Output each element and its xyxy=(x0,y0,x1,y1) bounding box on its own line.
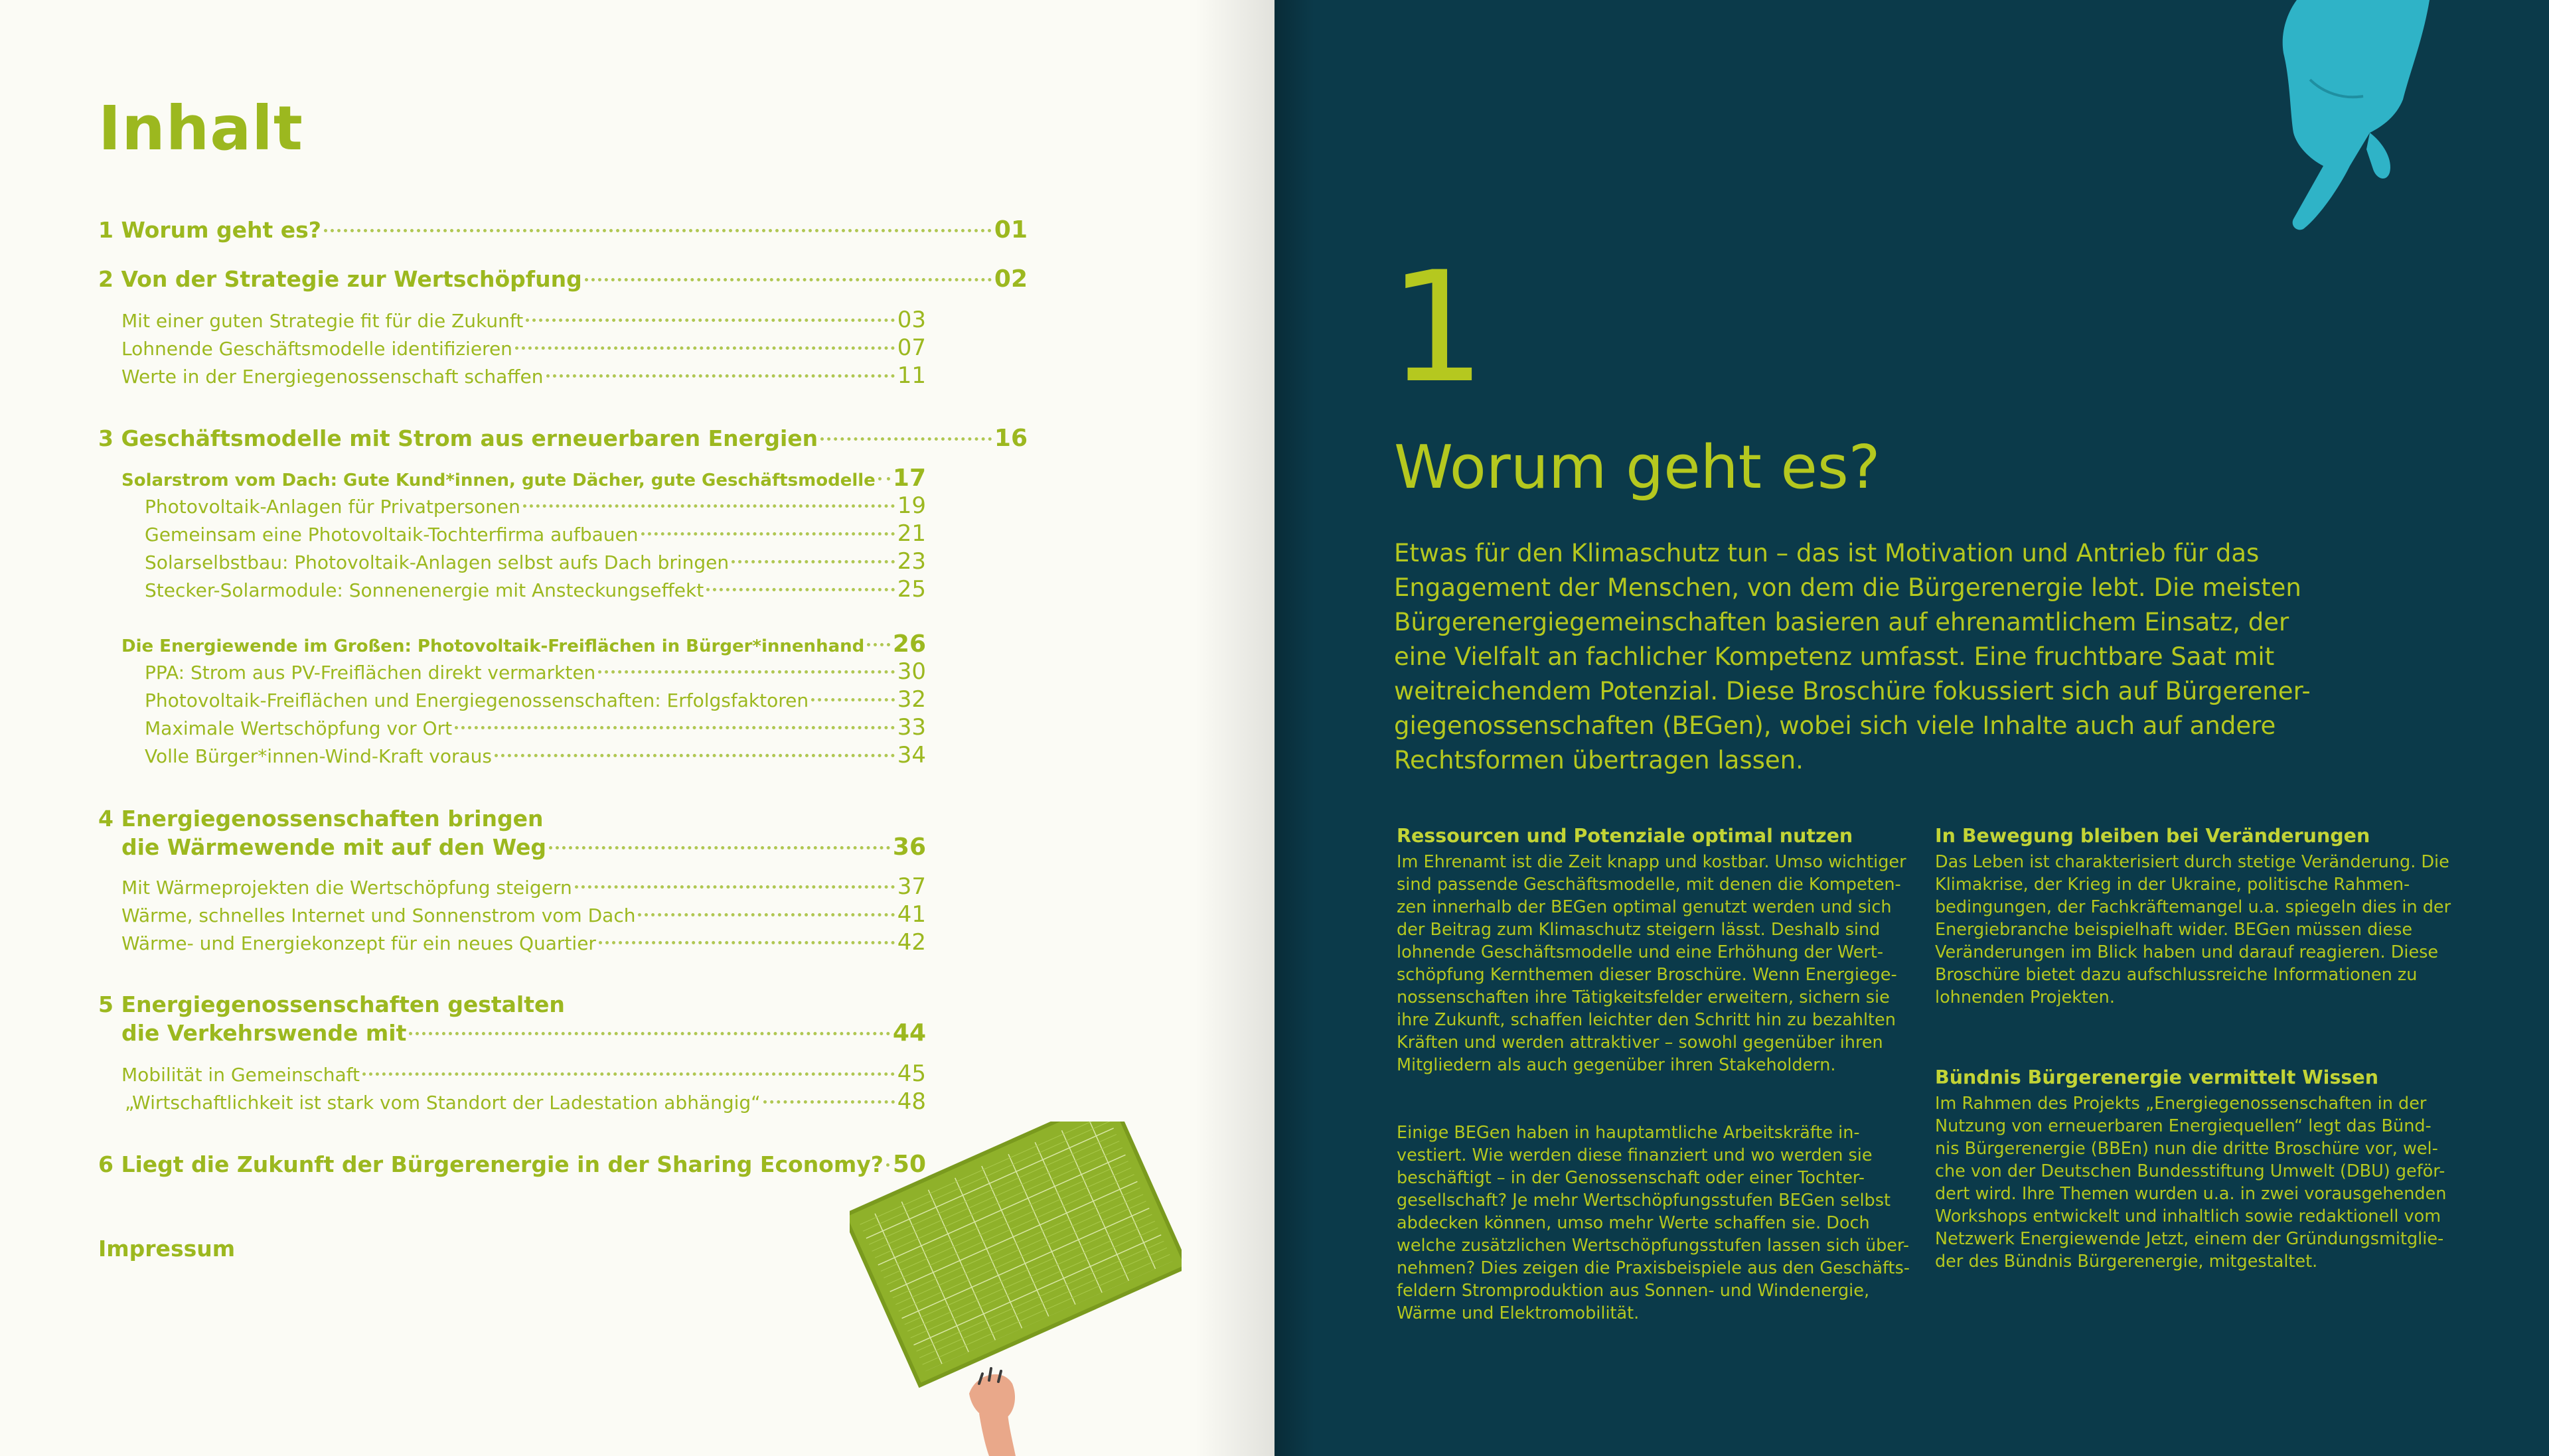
toc-label: Mit einer guten Strategie fit für die Zukunft xyxy=(121,310,524,332)
toc-label: Gemeinsam eine Photovoltaik-Tochterfirma aufbauen xyxy=(145,524,639,546)
toc-page: 32 xyxy=(897,686,926,713)
toc-page: 44 xyxy=(892,1019,926,1047)
toc-page: 07 xyxy=(897,334,926,361)
section-heading: In Bewegung bleiben bei Veränderungen xyxy=(1935,825,2370,847)
toc-page: 36 xyxy=(892,834,926,861)
toc-label: Solarstrom vom Dach: Gute Kund*innen, gute Dächer, gute Geschäftsmodelle xyxy=(121,471,876,490)
section-change xyxy=(1935,825,2453,1009)
toc-label: PPA: Strom aus PV-Freiflächen direkt vermarkten xyxy=(145,662,596,684)
section-text: Im Ehrenamt ist die Zeit knapp und kostbar. Umso wichtiger sind passende Geschäftsmodelle, mit denen die Kompeten-zen innerhalb der BEGen optimal genutzt werden und sich der Beitrag zum Klimaschutz steigern lässt. Deshalb sind lohnende Geschäftsmodelle und eine Erhöhung der Wert-schöpfung Kernthemen dieser Broschüre. Wenn Energiege-nossenschaften ihre Tätigkeitsfelder erweitern, sichern sie ihre Zukunft, schaffen leichter den Schritt hin zu bezahlten Kräften und werden attraktiver – sowohl gegenüber ihren Mitgliedern als auch gegenüber ihren Stakeholdern. xyxy=(1397,852,1906,1075)
toc-entry-ch4-sub[interactable] xyxy=(121,901,926,928)
right-page xyxy=(1274,0,2549,1456)
toc-label: „Wirtschaftlichkeit ist stark vom Standort der Ladestation abhängig“ xyxy=(125,1092,761,1114)
toc-entry-ch4[interactable] xyxy=(121,834,926,861)
toc-page: 48 xyxy=(897,1088,926,1115)
toc-page: 30 xyxy=(897,658,926,685)
toc-page: 23 xyxy=(897,548,926,575)
toc-entry-ch5-sub[interactable] xyxy=(121,1060,926,1087)
chapter-number: 1 xyxy=(1389,240,1486,417)
toc-entry-ch3-section[interactable] xyxy=(121,465,926,492)
toc-label: Wärme, schnelles Internet und Sonnenstrom vom Dach xyxy=(121,905,636,926)
toc-label: 1 Worum geht es? xyxy=(98,217,321,243)
toc-entry-ch3-section[interactable] xyxy=(121,630,926,658)
section-text: Im Rahmen des Projekts „Energiegenossenschaften in der Nutzung von erneuerbaren Energiequellen“ legt das Bünd-nis Bürgerenergie (BBEn) nun die dritte Broschüre vor, wel-che von der Deutschen Bundesstiftung Umwelt (DBU) geför-dert wird. Ihre Themen wurden u.a. in zwei vorausgehenden Workshops entwickelt und inhaltlich sowie redaktionell vom Netzwerk Energiewende Jetzt, einem der Gründungsmitglie-der des Bündnis Bürgerenergie, mitgestaltet. xyxy=(1935,1094,2447,1272)
toc-entry-ch1[interactable] xyxy=(98,216,1028,244)
toc-label: 6 Liegt die Zukunft der Bürgerenergie in der Sharing Economy? xyxy=(98,1151,884,1177)
section-resources xyxy=(1397,825,1914,1325)
toc-page: 50 xyxy=(892,1151,926,1178)
toc-entry-ch5-sub[interactable] xyxy=(125,1088,926,1115)
toc-entry-ch3-sub[interactable] xyxy=(145,714,926,741)
toc-label: Photovoltaik-Anlagen für Privatpersonen xyxy=(145,496,520,518)
chapter-title: Worum geht es? xyxy=(1394,433,1881,502)
toc-entry-ch3-sub[interactable] xyxy=(145,492,926,519)
toc-page: 42 xyxy=(897,929,926,956)
toc-label: Volle Bürger*innen-Wind-Kraft voraus xyxy=(145,745,492,767)
toc-page: 37 xyxy=(897,873,926,900)
toc-label: 3 Geschäftsmodelle mit Strom aus erneuerbaren Energien xyxy=(98,425,818,451)
toc-page: 34 xyxy=(897,742,926,768)
toc-entry-ch3-sub[interactable] xyxy=(145,742,926,768)
toc-page: 17 xyxy=(892,465,926,492)
toc-page: 02 xyxy=(994,265,1028,293)
toc-entry-ch6[interactable] xyxy=(98,1151,926,1178)
section-text: Einige BEGen haben in hauptamtliche Arbeitskräfte in-vestiert. Wie werden diese finanziert und wo werden sie beschäftigt – in der Genossenschaft oder einer Tochter-gesellschaft? Je mehr Wertschöpfungsstufen BEGen selbst abdecken können, umso mehr Werte schaffen sie. Doch welche zusätzlichen Wertschöpfungsstufen lassen sich über-nehmen? Dies zeigen die Praxisbeispiele aus den Geschäfts-feldern Stromproduktion aus Sonnen- und Windenergie, Wärme und Elektromobilität. xyxy=(1397,1123,1910,1323)
toc-page: 33 xyxy=(897,714,926,741)
toc-page: 25 xyxy=(897,576,926,603)
left-page xyxy=(0,0,1274,1456)
toc-page: 21 xyxy=(897,520,926,547)
toc-entry-ch5[interactable] xyxy=(121,1019,926,1047)
toc-entry-ch2-sub[interactable] xyxy=(121,334,926,361)
toc-label: Lohnende Geschäftsmodelle identifizieren xyxy=(121,338,512,360)
toc-entry-ch3-sub[interactable] xyxy=(145,686,926,713)
toc-entry-ch3-sub[interactable] xyxy=(145,548,926,575)
section-heading: Ressourcen und Potenziale optimal nutzen xyxy=(1397,825,1853,847)
toc-page: 26 xyxy=(892,630,926,658)
toc-label: Mobilität in Gemeinschaft xyxy=(121,1064,360,1086)
toc-entry-impressum[interactable]: Impressum xyxy=(98,1236,236,1262)
toc-entry-ch4-line1[interactable]: 4 Energiegenossenschaften bringen xyxy=(98,806,544,832)
toc-page: 11 xyxy=(897,362,926,389)
section-heading: Bündnis Bürgerenergie vermittelt Wissen xyxy=(1935,1066,2378,1088)
toc-entry-ch3[interactable] xyxy=(98,425,1028,452)
toc-entry-ch4-sub[interactable] xyxy=(121,873,926,900)
toc-page: 03 xyxy=(897,307,926,333)
toc-label: Werte in der Energiegenossenschaft schaffen xyxy=(121,366,544,388)
solar-panel-illustration xyxy=(850,1122,1182,1456)
toc-page: 19 xyxy=(897,492,926,519)
toc-page: 01 xyxy=(994,216,1028,244)
toc-page: 45 xyxy=(897,1060,926,1087)
toc-label: Mit Wärmeprojekten die Wertschöpfung steigern xyxy=(121,877,572,899)
toc-label: Solarselbstbau: Photovoltaik-Anlagen selbst aufs Dach bringen xyxy=(145,551,730,573)
section-alliance xyxy=(1935,1066,2453,1273)
toc-entry-ch2[interactable] xyxy=(98,265,1028,293)
toc-entry-ch3-sub[interactable] xyxy=(145,576,926,603)
toc-label: Photovoltaik-Freiflächen und Energiegenossenschaften: Erfolgsfaktoren xyxy=(145,690,809,711)
toc-label: die Wärmewende mit auf den Weg xyxy=(121,834,546,860)
toc-label: Stecker-Solarmodule: Sonnenenergie mit Ansteckungseffekt xyxy=(145,579,704,601)
toc-label: Wärme- und Energiekonzept für ein neues Quartier xyxy=(121,932,596,954)
section-text: Das Leben ist charakterisiert durch stetige Veränderung. Die Klimakrise, der Krieg in der Ukraine, politische Rahmen-bedingungen, der Fachkräftemangel u.a. spiegeln dies in der Energiebranche beispielhaft wider. BEGen müssen diese Veränderungen im Blick haben und darauf reagieren. Diese Broschüre bietet dazu aufschlussreiche Informationen zu lohnenden Projekten. xyxy=(1935,852,2451,1007)
toc-label: Maximale Wertschöpfung vor Ort xyxy=(145,717,453,739)
toc-label: 2 Von der Strategie zur Wertschöpfung xyxy=(98,266,582,292)
toc-entry-ch5-line1[interactable]: 5 Energiegenossenschaften gestalten xyxy=(98,991,565,1017)
toc-label: die Verkehrswende mit xyxy=(121,1020,407,1046)
toc-entry-ch2-sub[interactable] xyxy=(121,362,926,389)
toc-label: Die Energiewende im Großen: Photovoltaik-Freiflächen in Bürger*innenhand xyxy=(121,636,865,656)
toc-entry-ch3-sub[interactable] xyxy=(145,658,926,685)
toc-page: 16 xyxy=(994,425,1028,452)
toc-title: Inhalt xyxy=(98,93,303,164)
toc-entry-ch4-sub[interactable] xyxy=(121,929,926,956)
toc-entry-ch3-sub[interactable] xyxy=(145,520,926,547)
toc-page: 41 xyxy=(897,901,926,928)
chapter-intro: Etwas für den Klimaschutz tun – das ist Motivation und Antrieb für das Engagement der Menschen, von dem die Bürgerenergie lebt. Die meisten Bürgerenergiegemeinschaften basieren auf ehrenamtlichem Einsatz, der eine Vielfalt an fachlicher Kompetenz umfasst. Eine fruchtbare Saat mit weitreichendem Potenzial. Diese Broschüre fokussiert sich auf Bürgerener-giegenossenschaften (BEGen), wobei sich viele Inhalte auch auf andere Rechtsformen übertragen lassen. xyxy=(1394,539,2311,774)
toc-entry-ch2-sub[interactable] xyxy=(121,307,926,333)
pointing-hand-illustration xyxy=(2270,0,2456,232)
